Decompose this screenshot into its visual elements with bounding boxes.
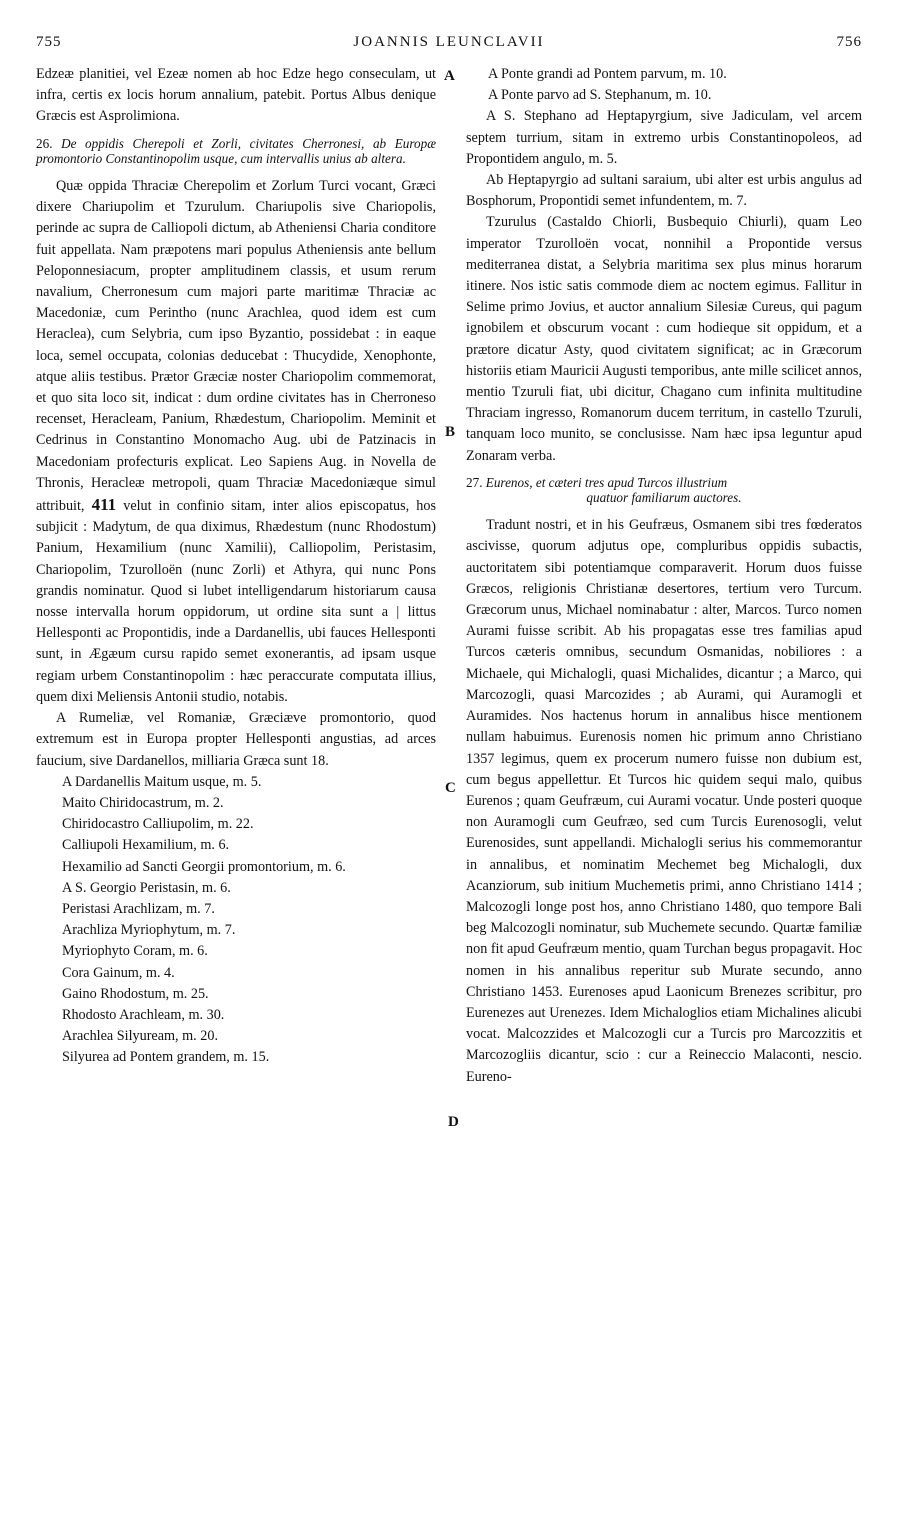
list-item: Arachlea Silyuream, m. 20.: [62, 1028, 219, 1045]
paragraph-cherepolis: [36, 176, 436, 708]
section-heading-26: [36, 136, 436, 166]
list-item: Silyurea ad Pontem grandem, m. 15.: [62, 1049, 270, 1066]
list-item: A Ponte parvo ad S. Stephanum, m. 10.: [488, 87, 712, 104]
inline-page-number: 411: [91, 495, 117, 515]
right-column: [466, 64, 862, 1088]
paragraph-heptapyrgium: A S. Stephano ad Heptapyrgium, sive Jadiculam, vel arcem septem turrium, sitam in extremo urbis Constantinopoleos, ad Propontidem angulo, m. 5.: [466, 108, 862, 167]
paragraph-saraium: Ab Heptapyrgio ad sultani saraium, ubi alter est urbis angulus ad Bosphorum, Propontidi semet infundentem, m. 7.: [466, 172, 862, 210]
paragraph-edzeae: Edzeæ planitiei, vel Ezeæ nomen ab hoc Edze hego conseculam, ut infra, certis ex locis horum annalium, patebit. Portus Albus denique Græcis est Asprolimiona.: [36, 66, 436, 125]
paragraph-text: velut in confinio sitam, inter alios episcopatus, hos subjicit : Madytum, de qua diximus, Rhædestum (nunc Rhodostum) Panium, Hexamilium (nunc Xamilii), Calliopolim, Peristasim, Chariopolim, Tzurolloën (nunc Zorli) et Athyra, qui nunc Pons grandis nominatur. Quod si lubet intelligendarum historiarum causa nosse intervalla horum oppidorum, ut ordine sita sunt a | littus Hellesponti ac Propontidis, inde a Dardanellis, ubi fauces Hellesponti sunt, in Ægæum cursu rapido semet exonerantis, ad ipsam usque regiam urbem Constantinopolim : hæc peraccurate computata illius, quem dixi Meliensis Antonii studio, notabis.: [36, 498, 437, 705]
list-item: Chiridocastro Calliupolim, m. 22.: [62, 816, 254, 833]
section-title: Eurenos, et cæteri tres apud Turcos illustrium: [485, 474, 728, 490]
list-item: Maito Chiridocastrum, m. 2.: [62, 794, 224, 811]
list-item: A S. Georgio Peristasin, m. 6.: [62, 879, 231, 896]
list-item: Calliupoli Hexamilium, m. 6.: [62, 837, 230, 854]
list-item: Cora Gainum, m. 4.: [62, 964, 175, 981]
section-title: De oppidis Cherepoli et Zorli, civitates Cherronesi, ab Europæ promontorio Constantinopolim usque, cum intervallis unius ab altera.: [36, 135, 436, 166]
list-item: Rhodosto Arachleam, m. 30.: [62, 1006, 225, 1023]
list-item: Arachliza Myriophytum, m. 7.: [62, 922, 236, 939]
list-item: A Ponte grandi ad Pontem parvum, m. 10.: [488, 66, 727, 82]
paragraph-rumelia: A Rumeliæ, vel Romaniæ, Græciæve promontorio, quod extremum est in Europa propter Hellesponti angustias, ad arces faucium, sive Dardanellos, milliaria Græca sunt 18.: [36, 710, 436, 769]
left-column: [36, 64, 436, 1069]
section-title-continued: quatuor familiarum auctores.: [586, 490, 742, 506]
list-item: Gaino Rhodostum, m. 25.: [62, 985, 209, 1002]
margin-letter-d: D: [448, 1114, 459, 1130]
list-item: Myriophyto Coram, m. 6.: [62, 943, 208, 960]
page-number-right: 756: [836, 34, 862, 50]
list-item: Hexamilio ad Sancti Georgii promontorium, m. 6.: [62, 858, 346, 875]
margin-letter-b: B: [445, 424, 456, 440]
paragraph-eurenos: Tradunt nostri, et in his Geufræus, Osmanem sibi tres fœderatos ascivisse, quorum adjutus ope, compluribus oppidis subactis, auctoritatem sibi potentiamque comparaverit. Horum duos fuisse Græcos, religionis Christianæ desertores, tertium vero Turcum. Græcorum unus, Michael nominabatur : alter, Marcos. Turco nomen Aurami fuisse scribit. Ab his propagatas esse tres familias apud Turcos cæteris omnibus, secundum Osmanidas, nobiliores : a Michaele, qui Michalogli, quasi Michalides, dicantur ; a Marco, qui Marcozogli, quasi Marcozides ; ab Aurami, qui Auramogli et Auramides. Nos hactenus horum in annalibus hisce mentionem nullam habuimus. Eurenosis nomen hic primum anno Christiano 1357 legimus, quem ex procerum numero fuisse non dubium est, cum begus appellettur. Et Turcos hic quidem sequi malo, quibus Eurenos ; quam Geufræum, cui Aurami vocatur. Unde posteri quoque non Auramogli cum Geufræo, sed cum Turcis Eurenosogli, velut Eurenosides, sunt appellandi. Michalogli serius his commemorantur in annalibus, et nominatim Mechemet beg Michalogli, dux Acanziorum, sub initium Muchemetis primi, anno Christiano 1414 ; Malcozogli longe post hos, anno Christiano 1480, quo tempore Bali beg Malcozogli nominatur, sub Muchemete secundo. Quartæ familiæ non fit apud Geufræum mentio, quam Turchan begus propagavit. Hoc nomen in his annalibus reperitur sub Murate secundo, anno Christiano 1453. Eurenoses apud Laonicum Brenezes scribitur, pro Eurenezes aut Urenezes. Idem Michaloglios etiam Michalines alicubi vocat. Malcozzides et Malcozogli cur a Turcis pro Marcozzitis et Marcozogliis dicantur, scio : cur a Reineccio Malaconti, nescio. Eureno-: [466, 517, 863, 1085]
paragraph-tzurulus: Tzurulus (Castaldo Chiorli, Busbequio Chiurli), quam Leo imperator Tzurolloën vocat, nonnihil a Propontide versus mediterranea distat, a Selybria maritima sex plus minus horarum itinere. Nos istic satis commode diem ac noctem egimus. Fallitur in Selime primo Jovius, et auctor annalium Silesiæ Cureus, qui pagum ignobilem et obscurum vocant : cum hodieque sit oppidum, et a prætore dicatur Asty, quod civitatem significat; ac in Græcorum historiis etiam Mauricii Augusti temporibus, ante mille scilicet annos, mentio Tzuruli fiat, ubi dicitur, Chagano cum infinita multitudine Thraciam ingresso, Romanorum ducem territum, in castello Tzuruli, tanquam loco munito, se conclusisse. Nam hæc ipsa leguntur apud Zonaram verba.: [466, 214, 862, 464]
section-heading-27: [466, 475, 862, 505]
section-number: 26.: [36, 135, 53, 151]
paragraph-text: Quæ oppida Thraciæ Cherepolim et Zorlum Turci vocant, Græci dixere Chariupolim et Tzurulum. Chariupolis sive Chariopolis, perinde ac supra de Calliopoli dictum, ab Atheniensi Charia conditore fuit appellata. Nam præpotens mari populus Atheniensis ante bellum Peloponnesiacum, propter amplitudinem classis, et usum rerum navalium, Cherronesum cum majori parte maritimæ Thraciæ ac Macedoniæ, cum Perintho (nunc Arachlea, quod idem est cum Heraclea), cum Selybria, cum ipso Byzantio, possidebat : in eaque loca, semel occupata, colonias deducebat : Thucydide, Xenophonte, atque aliis testibus. Prætor Græciæ noster Chariopolim commemorat, et quo sita loco sit, indicat : dum ordine civitates has in Cherroneso recenset, Heracleam, Panium, Rhædestum, Chariopolim. Meminit et Cedrinus in Constantino Monomacho Aug. ubi de Patzinacis in Macedoniam profecturis explicat. Leo Sapiens Aug. in Novella de Thronis, Heracleæ metropoli, quam Thraciæ Macedoniæque simul attribuit,: [36, 178, 436, 515]
margin-letter-c: C: [445, 780, 456, 796]
page-number-left: 755: [36, 34, 62, 50]
list-item: Peristasi Arachlizam, m. 7.: [62, 900, 215, 917]
list-item: A Dardanellis Maitum usque, m. 5.: [62, 773, 262, 790]
route-list: [36, 772, 436, 1069]
margin-letter-a: A: [444, 68, 455, 84]
running-title: JOANNIS LEUNCLAVII: [353, 34, 545, 50]
section-number: 27.: [466, 474, 483, 490]
